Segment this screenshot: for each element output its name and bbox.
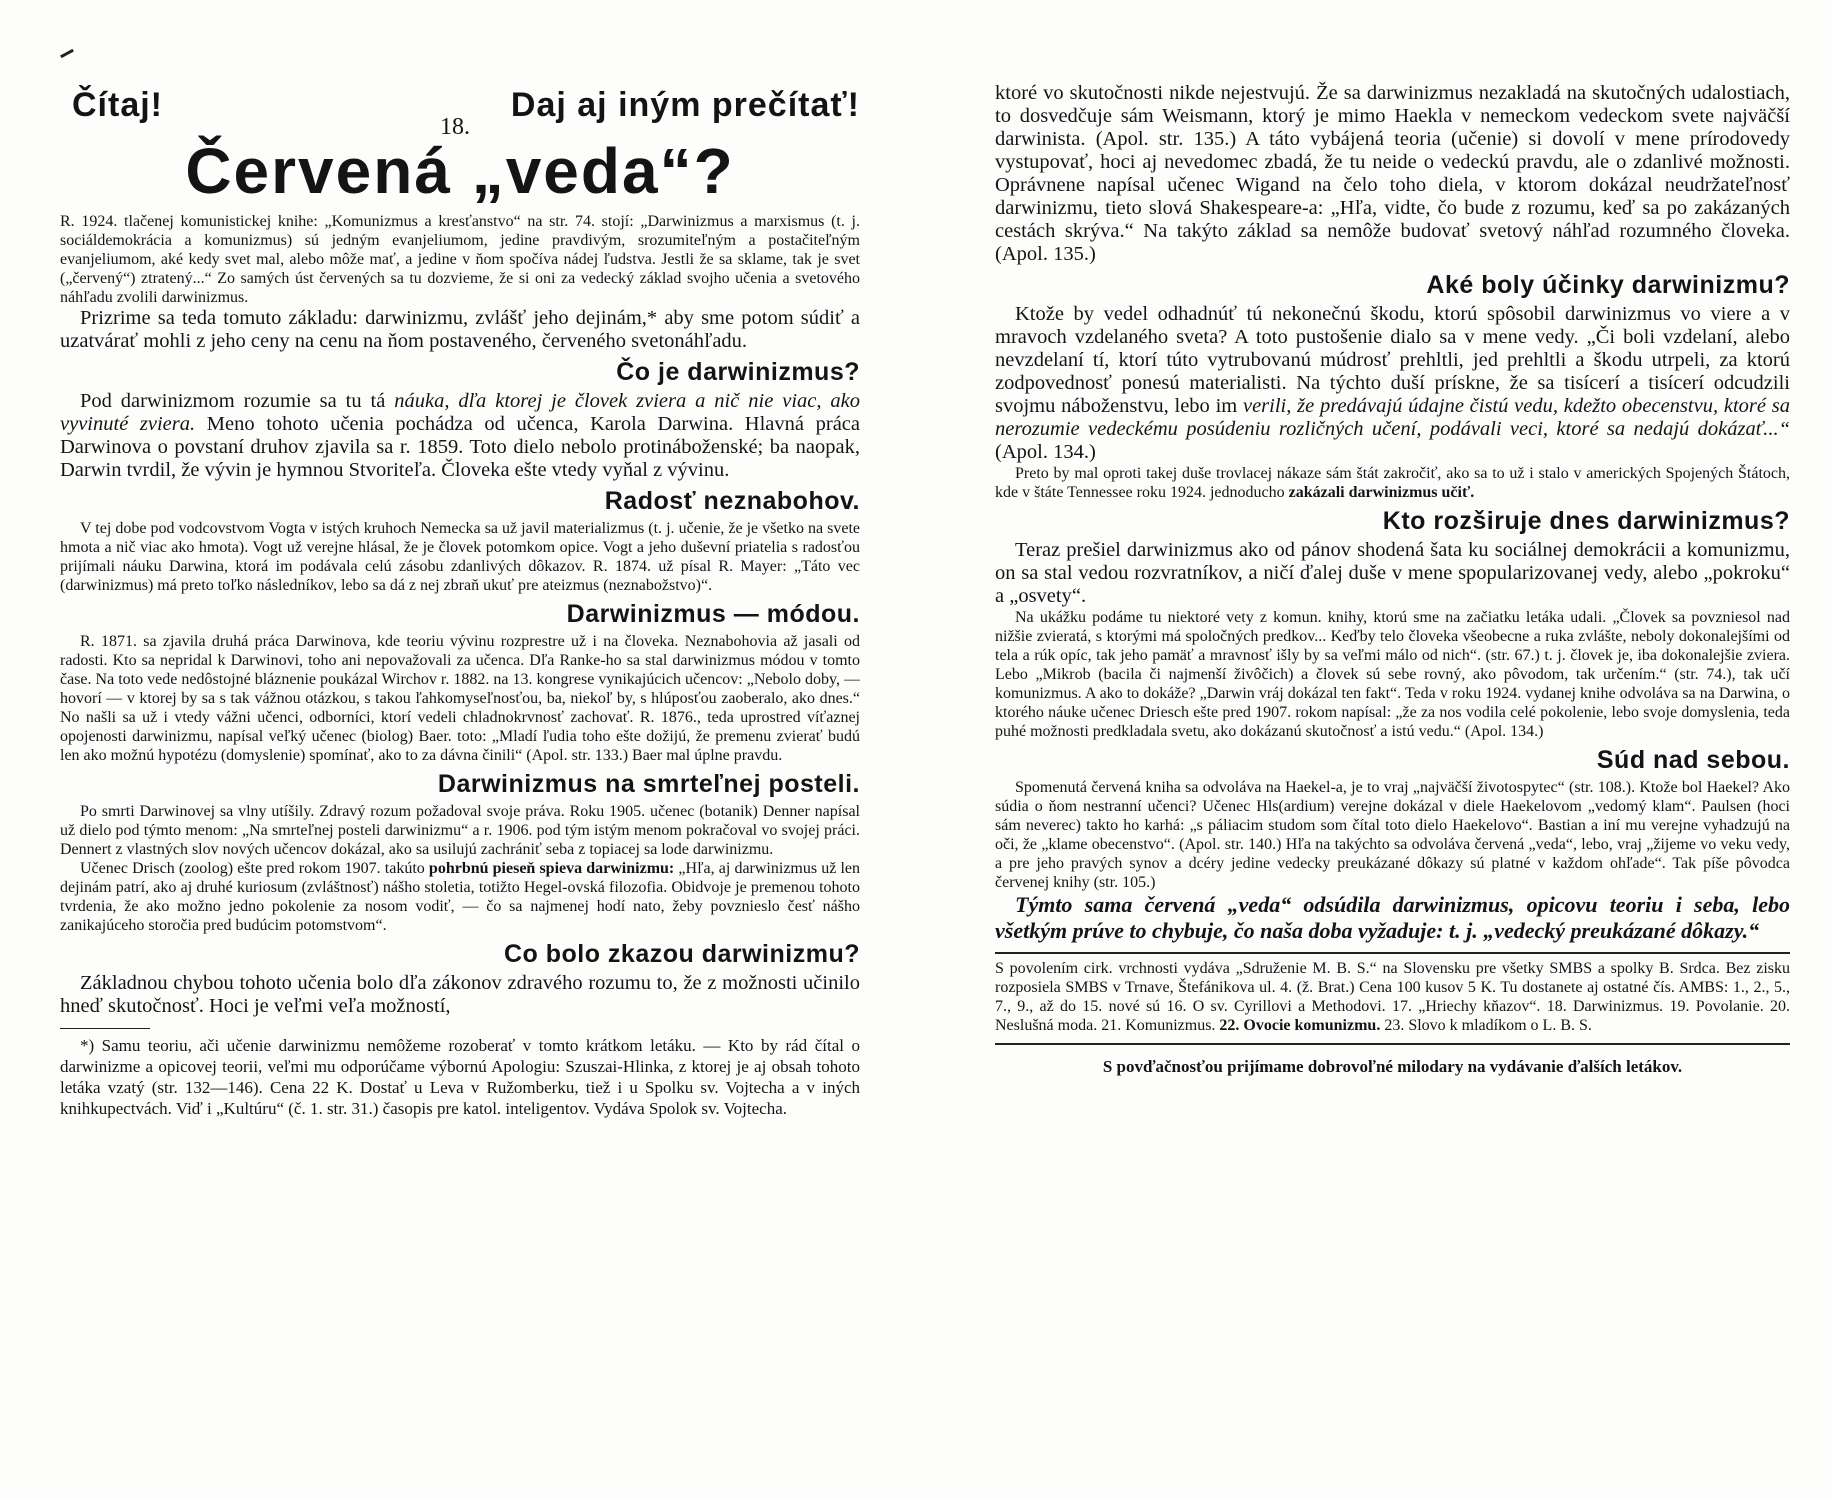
page-title: Červená „veda“? bbox=[185, 135, 735, 207]
footnote: *) Samu teoriu, ači učenie darwinizmu nemôžeme rozoberať v tomto krátkom letáku. — Kto by rád čítal o darwinizme a opicovej teorii, veľmi mu odporúčame výbornú Apologiu: Szuszai-Hlinka, z ktorej je aj obsah tohoto letáka vzatý (str. 132—146). Cena 22 K. Dostať u Leva v Ružomberku, tiež i u Spolku sv. Vojtecha a v iných knihkupectvách. Viď i „Kultúru“ (č. 1. str. 31.) časopis pre katol. inteligentov. Vydáva Spolok sv. Vojtecha. bbox=[60, 1036, 860, 1118]
smrtelnej-paragraph-2: Učenec Drisch (zoolog) ešte pred rokom 1907. takúto pohrbnú pieseň spieva darwinizmu: „Hľa, aj darwinizmus už len dejinám patrí, ako aj druhé kuriosum (zvláštnosť) nášho stoletia, totižto Hegel-ovská filozofia. Obidvoje je premenou tohoto tvrdenia, že ako možno jedno pokolenie za nosom vodiť, — čo sa najmenej hodí nato, žeby povznieslo česť nášho zanikajúceho storočia pred budúcim potomstvom“. bbox=[60, 860, 860, 934]
imprint: S povolením cirk. vrchnosti vydáva „Sdruženie M. B. S.“ na Slovensku pre všetky SMBS a spolky B. Srdca. Bez zisku rozposiela SMBS v Trnave, Štefánikova ul. 4. (ž. Brat.) Cena 100 kusov 5 K. Tu dostanete aj ostatné čís. AMBS: 1., 2., 5., 7., 9., až do 15. nové sú 16. O sv. Cyrillovi a Methodovi. 17. „Hriechy kňazov“. 18. Darwinizmus. 19. Povolanie. 20. Neslušná moda. 21. Komunizmus. 22. Ovocie komunizmu. 23. Slovo k mladíkom o L. B. S. bbox=[995, 960, 1790, 1034]
heading-sud-nad-sebou: Súd nad sebou. bbox=[1596, 746, 1790, 774]
heading-modou: Darwinizmus — módou. bbox=[566, 600, 860, 628]
zkazou-paragraph: Základnou chybou tohoto učenia bolo dľa zákonov zdravého rozumu to, že z možnosti učinilo hneď skutočnosť. Hoci je veľmi veľa možností, bbox=[60, 972, 860, 1017]
heading-radost: Radosť neznabohov. bbox=[604, 487, 860, 515]
pen-mark bbox=[60, 49, 74, 58]
continuation-paragraph: ktoré vo skutočnosti nikde nejestvujú. Že sa darwinizmus nezakladá na skutočných udalostiach, to dosvedčuje sám Weismann, ktorý je mimo Haekla v nemeckom vedeckom svete najväčší darwinista. (Apol. str. 135.) A táto vybájená teoria (učenie) si dovolí v mene prírodovedy vystupovať, hoci aj nevedomec zbadá, že tu neide o vedeckú pravdu, ale o zdanlivé možnosti. Oprávnene napísal učenec Wigand na čelo toho diela, v ktorom dokázal neudržateľnosť darwinizmu, tieto slová Shakespeare-a: „Hľa, vidte, čo bude z rozumu, keď sa po zakázaných cestách skrýva.“ Na takýto základ sa nemôže budovať svetový náhľad rozumného človeka. (Apol. 135.) bbox=[995, 82, 1790, 265]
left-slogan: Čítaj! bbox=[72, 86, 163, 124]
closing-statement: Týmto sama červená „veda“ odsúdila darwinizmus, opicovu teoriu i seba, lebo všetkým prúve to chybuje, čo naša doba vyžaduje: t. j. „vedecký preukázané dôkazy.“ bbox=[995, 892, 1790, 943]
ukazka-paragraph: Na ukážku podáme tu niektoré vety z komun. knihy, ktorú sme na začiatku letáka udali. „Človek sa povzniesol nad nižšie zvieratá, s ktorými má spoločných predkov... Keďby telo človeka všeobecne a ruka zvlášte, neboly dokonalejšími od tela a rúk opíc, tak jeho pamäť a mravnosť išly by sa veľmi málo od nich“. (str. 67.) t. j. človek je, iba dokonalejšie zviera. Lebo „Mikrob (bacila či najmenší živôčich) a človek sú sebe rovný, ako pôvodom, tak určením.“ (str. 74.), tak učí komunizmus. A ako to dokáže? „Darwin vráj dokázal ten fakt“. Teda v roku 1924. vydanej knihe odvoláva sa na Darwina, o ktorého náuke učenec Driesch ešte pred 1907. rokom napísal: „že za nos vodila celé pokolenie, lebo svoje domyslenia, teda puhé možnosti predkladala svetu, ako dokázanú skutočnosť a istú vedu.“ (Apol. 134.) bbox=[995, 609, 1790, 740]
intro-paragraph: R. 1924. tlačenej komunistickej knihe: „Komunizmus a kresťanstvo“ na str. 74. stojí: „Darwinizmus a marxismus (t. j. sociáldemokrácia a komunizmus) sú jedným evanjeliumom, jedine pravdivým, srozumiteľným a postačiteľným evanjeliumom, aké kedy svet mal, alebo môže mať, a jedine v ňom spočíva nádej ľudstva. Jestli že sa sklame, tak je svet („červený“) ztratený...“ Zo samých úst červených sa tu dozvieme, že si oni za vedecký základ svojho učenia a svetového náhľadu zvolili darwinizmus. bbox=[60, 213, 860, 306]
left-body bbox=[60, 212, 860, 1119]
kto-paragraph: Teraz prešiel darwinizmus ako od pánov shodená šata ku sociálnej demokrácii a komunizmu, on sa stal vedou rozvratníkov, a ničí ďalej duše v mene spopularizovanej vedy, alebo „pokroku“ a „osvety“. bbox=[995, 539, 1790, 607]
right-slogan: Daj aj iným prečítať! bbox=[510, 86, 860, 124]
imprint-divider bbox=[995, 952, 1790, 954]
ucinky-paragraph: Ktože by vedel odhadnúť tú nekonečnú škodu, ktorú spôsobil darwinizmus vo viere a v mravoch vzdelaného sveta? A toto pustošenie dialo sa v mene vedy. „Či boli vzdelaní, alebo nevzdelaní tí, ktorí túto vytrubovanú múdrosť prehltli, jed prehltli a škodu utrpeli, za ktorú zodpovednosť ponesú materialisti. Na týchto duší prískne, že sa tisícerí a tisícerí odcudzili svojmu náboženstvu, lebo im verili, že predávajú údajne čistú vedu, kdežto obecenstvu, ktoré sa nerozumie vedeckému posúdeniu rozličných učení, podávali veci, ktoré sa nedajú dokázať...“ (Apol. 134.) bbox=[995, 303, 1790, 463]
bottom-divider bbox=[995, 1043, 1790, 1045]
radost-paragraph: V tej dobe pod vodcovstvom Vogta v istých kruhoch Nemecka sa už javil materializmus (t. j. učenie, že je všetko na svete hmota a nič viac ako hmota). Vogt už verejne hlásal, že je človek potomkom opice. Vogt a jeho duševní priatelia s radosťou prijímali náuku Darwina, ktorá im podávala celú zásobu zdanlivých dôkazov. R. 1874. už písal R. Mayer: „Táto vec (darwinizmus) má preto toľko následníkov, lebo sa dá z nej zbraň ukuť pre ateizmus (neznabožstvo)“. bbox=[60, 520, 860, 594]
heading-kto-rozsiruje: Kto rozširuje dnes darwinizmus? bbox=[1382, 507, 1790, 535]
preto-paragraph: Preto by mal oproti takej duše trovlacej nákaze sám štát zakročiť, ako sa to už i stalo v amerických Spojených Štátoch, kde v štáte Tennessee roku 1924. jednoducho zakázali darwinizmus učiť. bbox=[995, 465, 1790, 501]
footnote-divider bbox=[60, 1028, 150, 1029]
leaflet-number: 18. bbox=[440, 114, 470, 140]
donation-line: S povďačnosťou prijímame dobrovoľné milodary na vydávanie ďalších letákov. bbox=[1102, 1057, 1683, 1076]
heading-ucinky: Aké boly účinky darwinizmu? bbox=[1426, 271, 1790, 299]
modou-paragraph: R. 1871. sa zjavila druhá práca Darwinova, kde teoriu vývinu rozprestre už i na človeka. Neznabohovia až jasali od radosti. Kto sa nepridal k Darwinovi, toho ani nepovažovali za učenca. Dľa Ranke-ho sa stal darwinizmus módou v tomto čase. Na toto vede nedôstojné bláznenie poukázal Wirchov r. 1882. na 13. kongrese vynikajúcich učencov: „Nebolo doby, — hovorí — v ktorej by sa s tak vážnou otázkou, s takou ľahkomyseľnosťou, ba, niekoľ by, s hlúposťou zaoberalo, ako dnes.“ No našli sa už i vtedy vážni učenci, odborníci, ktorí vedeli chladnokrvnosť zachovať. R. 1876., teda uprostred víťaznej opojenosti darwinizmu, napísal veľký učenec (biolog) Baer. toto: „Mladí ľudia toho ešte dožijú, že premenu zvierať budú len ako možnú hypotézu (domyslenie) spomínať, ako to za dávna činili“ (Apol. str. 133.) Baer mal úplne pravdu. bbox=[60, 633, 860, 764]
prizrime-paragraph: Prizrime sa teda tomuto základu: darwinizmu, zvlášť jeho dejinám,* aby sme potom súdiť a uzatvárať mohli z jeho ceny na cenu na ňom postaveného, červeného svetonáhľadu. bbox=[60, 307, 860, 352]
co-je-paragraph: Pod darwinizmom rozumie sa tu tá náuka, dľa ktorej je človek zviera a nič nie viac, ako vyvinuté zviera. Meno tohoto učenia pochádza od učenca, Karola Darwina. Hlavná práca Darwinova o povstaní druhov zjavila sa r. 1859. Toto dielo nebolo protináboženské; ba naopak, Darwin tvrdil, že vývin je hymnou Stvoriteľa. Človeka ešte vtedy vyňal z vývinu. bbox=[60, 390, 860, 481]
smrtelnej-paragraph-1: Po smrti Darwinovej sa vlny utíšily. Zdravý rozum požadoval svoje práva. Roku 1905. učenec (botanik) Denner napísal už dielo pod týmto menom: „Na smrteľnej posteli darwinizmu“ a r. 1906. pod tým istým menom pokračoval vo svojej práci. Dennert z vlastných slov nových učencov dokázal, ako sa usilujú zachrániť seba z topiacej sa lode darwinizmu. bbox=[60, 803, 860, 858]
heading-zkazou: Co bolo zkazou darwinizmu? bbox=[503, 940, 860, 968]
heading-co-je-darwinizmus: Čo je darwinizmus? bbox=[616, 358, 860, 386]
sud-paragraph: Spomenutá červená kniha sa odvoláva na Haekel-a, je to vraj „najväčší životospytec“ (str. 108.). Ktože bol Haekel? Ako súdia o ňom nestranní učenci? Učenec Hls(ardium) verejne dokázal v diele Haekelovom „vedomý klam“. Paulsen (hoci sám neverec) takto ho karhá: „s páliacim studom som čítal toto dielo Haekelovo“. Bastian a iní mu verejne vyhadzujú na oči, že „klame obecenstvo“. (Apol. str. 140.) Hľa na takýchto sa odvoláva červená „veda“, lebo, vraj „žijeme vo veku vedy, a pre jeho pravých synov a dcéry jedine vedecky preukázané dôkazy sú platné v každom ohľade“. Tak píše pôvodca červenej knihy (str. 105.) bbox=[995, 779, 1790, 891]
right-body bbox=[995, 82, 1790, 1077]
heading-smrtelnej-posteli: Darwinizmus na smrteľnej posteli. bbox=[437, 770, 860, 798]
header bbox=[60, 86, 860, 140]
